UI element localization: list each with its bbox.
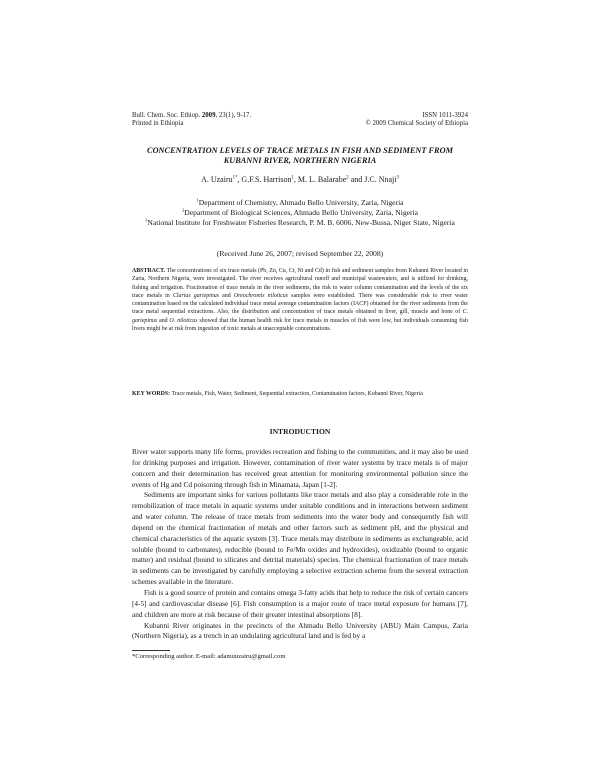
author: G.F.S. Harrison$^1$	[241, 175, 294, 184]
author-list: A. Uzairu$^{1*}$, G.F.S. Harrison$^1$, M. L. Balarabe$^2$ and J.C. Nnaji$^3$	[201, 175, 399, 184]
affiliation: $^3$National Institute for Freshwater Fisheries Research, P. M. B. 6006, New-Bussa, Niger State, Nigeria	[145, 217, 455, 227]
abstract-label: ABSTRACT.	[132, 268, 166, 274]
title-line: KUBANNI RIVER, NORTHERN NIGERIA	[223, 156, 377, 166]
keywords: KEY WORDS: Trace metals, Fish, Water, Sediment, Sequential extraction, Contamination factors, Kubanni River, Nigeria	[132, 391, 423, 397]
paragraph: Kubanni River originates in the precincts of the Ahmadu Bello University (ABU) Main Campus, Zaria (Northern Nigeria), as a trench in an undulating agricultural land and is fed by a	[132, 620, 468, 641]
species-name: C. gariepinus	[132, 309, 468, 324]
issn: ISSN 1011-3924	[422, 112, 468, 119]
copyright: © 2009 Chemical Society of Ethiopia	[365, 120, 468, 128]
paper-title	[132, 146, 468, 166]
species-name: Oreochromis niloticus	[233, 292, 288, 299]
author: J.C. Nnaji$^3$	[364, 175, 399, 184]
species-name: O. niloticus	[169, 317, 198, 324]
received-dates: (Received June 26, 2007; revised September 22, 2008)	[216, 249, 384, 258]
footnote: *Corresponding author. E-mail: adamuuzairu@gmail.com	[132, 653, 286, 660]
journal-year: 2009	[201, 112, 216, 119]
author: A. Uzairu$^{1*}$	[201, 175, 238, 184]
introduction-body	[132, 447, 468, 642]
printed-in: Printed in Ethiopia	[132, 120, 184, 128]
affiliation: $^2$Department of Biological Sciences, Ahmadu Bello University, Zaria, Nigeria	[181, 207, 419, 217]
paragraph: Fish is a good source of protein and contains omega 3-fatty acids that help to reduce the risk of certain cancers [4-5] and cardiovascular disease [6]. Fish consumption is a major route of trace metal exposure for humans [7], and children are more at risk because of their greater intestinal absorptions [8].	[132, 587, 468, 619]
affiliation: $^1$Department of Chemistry, Ahmadu Bello University, Zaria, Nigeria	[196, 197, 404, 207]
journal-citation	[132, 112, 251, 129]
journal-name: Bull. Chem. Soc. Ethiop.	[132, 112, 201, 119]
abstract: ABSTRACT. The concentrations of six trace metals (Pb, Zn, Cu, Cr, Ni and Cd) in fish and sediment samples from Kubanni River located in Zaria, Northern Nigeria, were investigated. The river receives agricultural runoff and municipal wastewaters, and is utilized for drinking, fishing and irrigation. Fractionation of trace metals in the river sediments, the risk to water column contamination and the levels of the six trace metals in Clarias gariepinus and Oreochromis niloticus samples were established. There was considerable risk to river water contamination based on the calculated individual trace metal average contamination factors (IACF) obtained for the river sediments from the trace metal sequential extractions. Also, the distribution and concentration of trace metals obtained in liver, gill, muscle and bone of C. gariepinus and O. niloticus showed that the human health risk for trace metals in muscles of fish were low, but individuals consuming fish livers might be at risk from ingestion of toxic metals at unacceptable concentrations.	[132, 268, 468, 333]
paragraph: Sediments are important sinks for various pollutants like trace metals and also play a considerable role in the remobilization of trace metals in aquatic systems under suitable conditions and in interactions between sediment and water column. The release of trace metals from sediments into the water body and consequently fish will depend on the chemical fractionation of metals and other factors such as sediment pH, and the physical and chemical characteristics of the aquatic system [3]. Trace metals may distribute in sediments as exchangeable, acid soluble (bound to carbonates), reducible (bound to Fe/Mn oxides and hydroxides), oxidizable (bound to organic matter) and residual (bound to silicates and detrital materials) species. The chemical fractionation of trace metals in sediments can be investigated by carefully employing a selective extraction scheme from the several extraction schemes available in the literature.	[132, 490, 468, 587]
keywords-label: KEY WORDS:	[132, 391, 171, 397]
species-name: Clarias gariepinus	[172, 292, 219, 299]
section-heading: INTRODUCTION	[269, 427, 331, 436]
title-line: CONCENTRATION LEVELS OF TRACE METALS IN FISH AND SEDIMENT FROM	[147, 146, 453, 155]
paragraph: River water supports many life forms, provides recreation and fishing to the communities, and it may also be used for drinking purposes and irrigation. However, contamination of river water systems by trace metals is of major concern and their determination has received great attention for monitoring environmental pollution since the events of Hg and Cd poisoning through fish in Minamata, Japan [1-2].	[132, 447, 468, 489]
journal-issn-block	[366, 112, 468, 129]
footnote-rule	[132, 650, 170, 651]
affiliations	[132, 198, 468, 227]
journal-volume: , 23(1), 9-17.	[215, 112, 252, 119]
author: M. L. Balarabe$^2$	[297, 175, 349, 184]
